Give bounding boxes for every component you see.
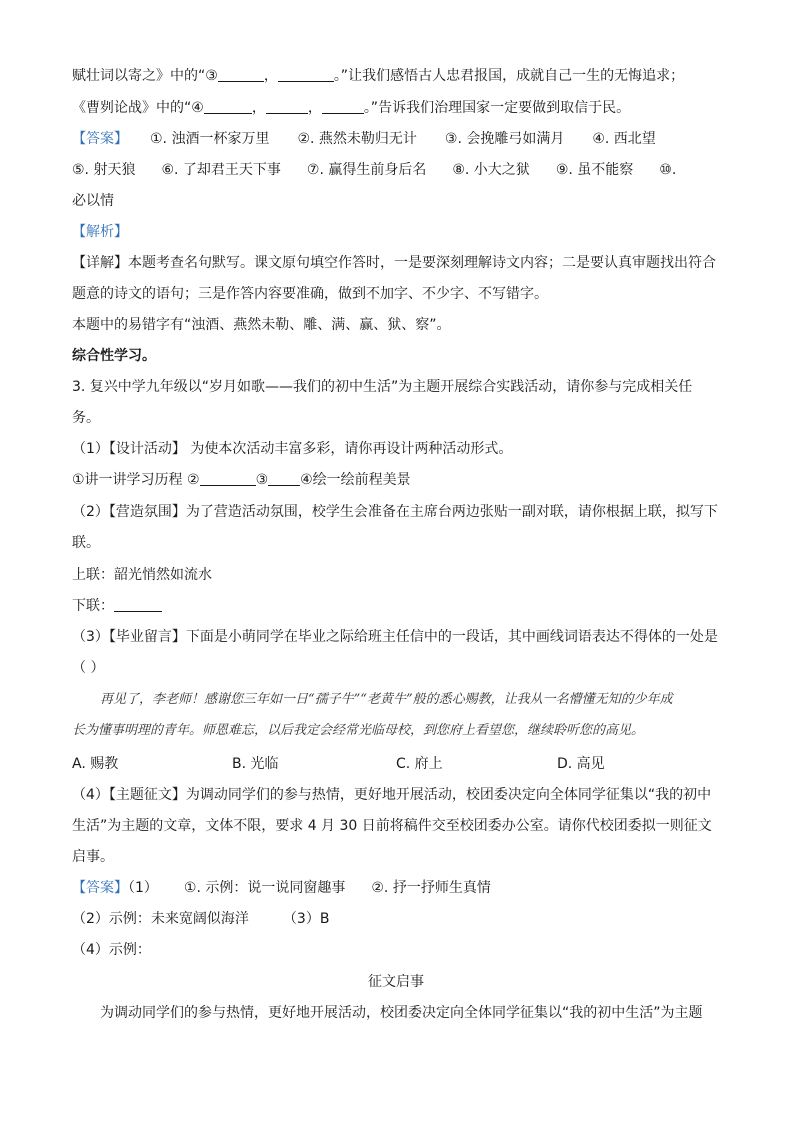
intro-line1-post: 。”让我们感悟古人忠君报国，成就自己一生的无悔追求；	[333, 68, 685, 84]
q3-sub1-items	[72, 470, 411, 490]
answer1-line-1	[72, 129, 656, 149]
intro-line2-post: 。”告诉我们治理国家一定要做到取信于民。	[363, 100, 631, 116]
q3-sub1-items-pre: ①讲一讲学习历程 ②	[72, 472, 200, 488]
q3-sub4-line-1: （4）【主题征文】为调动同学们的参与热情，更好地开展活动，校团委决定向全体同学征集以“我的初中	[72, 787, 712, 803]
blank-activity-3[interactable]	[268, 471, 300, 486]
blank-3b[interactable]	[278, 67, 334, 82]
q3-letter-line-2: 长为懂事明理的青年。师恩难忘，以后我定会经常光临母校，到您府上看望您，继续聆听您的高见。	[72, 723, 645, 738]
intro-line2-c1: ，	[251, 100, 266, 116]
detail-label: 【详解】	[72, 255, 128, 271]
section-title: 综合性学习。	[72, 348, 156, 364]
answer1-item-8: ⑧. 小大之狱	[452, 162, 530, 178]
q3-stem-line-2: 务。	[72, 410, 100, 426]
answer3-part4: （4）示例：	[72, 942, 151, 958]
detail-text-1: 本题考查名句默写。课文原句填空作答时，一是要深刻理解诗文内容；二是要认真审题找出符合	[128, 255, 716, 271]
intro-line1-pre: 赋壮词以寄之》中的“③	[72, 68, 218, 84]
detail-line-3: 本题中的易错字有“浊酒、燕然未勒、雕、满、赢、狱、察”。	[72, 317, 451, 333]
analysis-label: 【解析】	[72, 224, 128, 240]
answer1-item-1: ①. 浊酒一杯家万里	[150, 131, 270, 147]
q3-sub2-line-2: 联。	[72, 535, 100, 551]
intro-line2-pre: 《曹刿论战》中的“④	[72, 100, 204, 116]
q3-sub4-line-3: 启事。	[72, 849, 114, 865]
answer3-part2: （2）示例：未来宽阔似海洋	[72, 911, 249, 927]
blank-4c[interactable]	[322, 99, 364, 114]
answer3-part1-prefix: （1）	[128, 880, 158, 896]
q3-sub2-lower-line	[72, 596, 162, 616]
q3-sub1-items-post: ④绘一绘前程美景	[300, 472, 411, 488]
blank-couplet[interactable]	[114, 597, 162, 612]
blank-4b[interactable]	[266, 99, 308, 114]
intro-line-1	[72, 66, 684, 86]
answer1-item-3: ③. 会挽雕弓如满月	[444, 131, 565, 147]
blank-activity-2[interactable]	[200, 471, 256, 486]
answer1-label: 【答案】	[72, 131, 128, 147]
q3-sub4-line-2: 生活”为主题的文章，文体不限，要求 4 月 30 日前将稿件交至校团委办公室。请你代校团委拟一则征文	[72, 818, 712, 834]
answer1-item-5: ⑤. 射天狼	[72, 162, 136, 178]
q3-sub2-upper: 上联：韶光悄然如流水	[72, 567, 212, 583]
q3-sub1-text: 为使本次活动丰富多彩，请你再设计两种活动形式。	[185, 441, 513, 457]
detail-line-1	[72, 253, 716, 273]
answer1-line-2	[72, 160, 676, 180]
q3-sub1-label: （1）【设计活动】	[72, 441, 186, 457]
option-d[interactable]: D. 高见	[557, 756, 605, 772]
answer3-label: 【答案】	[72, 880, 128, 896]
q3-sub1-line	[72, 439, 512, 459]
q3-sub2-line-1: （2）【营造氛围】为了营造活动氛围，校学生会准备在主席台两边张贴一副对联，请你根据上联，拟写下	[72, 504, 718, 520]
answer1-item-6: ⑥. 了却君王天下事	[161, 162, 281, 178]
q3-sub2-lower: 下联：	[72, 598, 114, 614]
q3-sub3-line-1: （3）【毕业留言】下面是小萌同学在毕业之际给班主任信中的一段话，其中画线词语表达不得体的一处是	[72, 629, 718, 645]
intro-line1-comma: ，	[263, 68, 278, 84]
q3-sub1-items-mid: ③	[255, 472, 269, 488]
blank-4a[interactable]	[204, 99, 252, 114]
option-c[interactable]: C. 府上	[396, 756, 443, 772]
answer1-item-7: ⑦. 赢得生前身后名	[306, 162, 427, 178]
option-a[interactable]: A. 赐教	[72, 756, 119, 772]
notice-title: 征文启事	[368, 974, 424, 990]
intro-line2-c2: ，	[307, 100, 322, 116]
q3-stem-line-1: 3. 复兴中学九年级以“岁月如歌——我们的初中生活”为主题开展综合实践活动，请你参与完成相关任	[72, 379, 693, 395]
answer3-item-1: ①. 示例：说一说同窗趣事	[183, 880, 346, 896]
answer3-part2-line	[72, 909, 329, 929]
answer1-item-4: ④. 西北望	[592, 131, 656, 147]
detail-line-2: 题意的诗文的语句；三是作答内容要准确，做到不加字、不少字、不写错字。	[72, 286, 548, 302]
answer1-item-10: ⑩.	[659, 162, 677, 178]
answer1-continuation: 必以情	[72, 193, 114, 209]
notice-line-1: 为调动同学们的参与热情，更好地开展活动，校团委决定向全体同学征集以“我的初中生活”为主题	[100, 1005, 703, 1021]
option-b[interactable]: B. 光临	[232, 756, 279, 772]
q3-sub3-line-2: （ ）	[72, 660, 105, 676]
answer3-item-2: ②. 抒一抒师生真情	[371, 880, 491, 896]
answer1-item-9: ⑨. 虽不能察	[555, 162, 634, 178]
blank-3a[interactable]	[218, 67, 264, 82]
answer3-line-1	[72, 878, 491, 898]
answer1-item-2: ②. 燕然未勒归无计	[297, 131, 417, 147]
intro-line-2	[72, 98, 630, 118]
q3-letter-line-1: 再见了，李老师！感谢您三年如一日“孺子牛”“老黄牛”般的悉心赐教，让我从一名懵懂无知的少年成	[100, 692, 673, 707]
answer3-part3: （3）B	[282, 911, 330, 927]
